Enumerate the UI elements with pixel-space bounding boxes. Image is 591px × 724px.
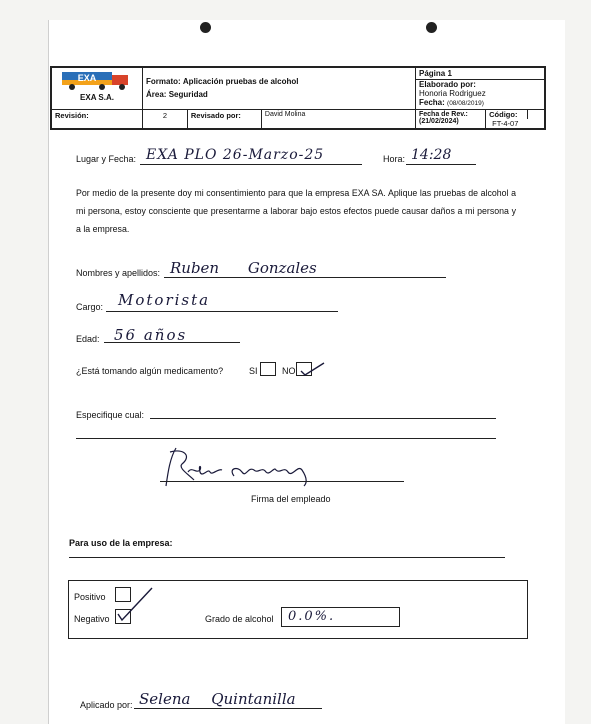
format-value: Aplicación pruebas de alcohol (182, 77, 299, 86)
code-label: Código: (486, 110, 528, 119)
position-value[interactable]: Motorista (118, 291, 211, 309)
place-date-label: Lugar y Fecha: (76, 154, 137, 164)
revision-label: Revisión: (52, 110, 143, 129)
prepared-label: Elaborado por: (419, 80, 476, 89)
document-header (50, 66, 546, 130)
specify-line[interactable] (150, 418, 496, 419)
punch-hole-left (200, 22, 211, 33)
name-value[interactable]: Ruben Gonzales (170, 259, 317, 277)
specify-line-2[interactable] (76, 438, 496, 439)
age-line (104, 342, 240, 343)
specify-label: Especifique cual: (76, 410, 145, 420)
yes-checkbox[interactable] (260, 362, 276, 376)
prepared-value: Honoria Rodriguez (419, 89, 486, 98)
age-label: Edad: (76, 334, 100, 344)
applied-label: Aplicado por: (80, 700, 133, 710)
reviewed-value: David Molina (261, 110, 415, 129)
place-date-line (140, 164, 362, 165)
positive-label: Positivo (74, 592, 106, 602)
alcohol-label: Grado de alcohol (205, 614, 274, 624)
company-name: EXA S.A. (80, 93, 114, 102)
age-value[interactable]: 56 años (114, 326, 188, 344)
no-label: NO (282, 366, 296, 376)
area-label: Área: (146, 90, 167, 99)
company-use-line (69, 557, 505, 558)
date-label: Fecha: (419, 98, 445, 107)
logo-cell (52, 68, 143, 110)
position-label: Cargo: (76, 302, 104, 312)
alcohol-value: 0.0%. (288, 609, 336, 624)
medication-label: ¿Está tomando algún medicamento? (76, 366, 224, 376)
consent-paragraph: Por medio de la presente doy mi consentimiento para que la empresa EXA SA. Aplique las pruebas de alcohol a mi persona, estoy consciente que presentarme a laborar bajo estos efectos puede causar daños a mi persona y a la empresa. (76, 188, 516, 234)
negative-checkmark-icon (112, 586, 156, 626)
company-use-label: Para uso de la empresa: (69, 538, 173, 548)
applied-line (134, 708, 322, 709)
negative-label: Negativo (74, 614, 110, 624)
position-line (106, 311, 338, 312)
applied-value[interactable]: Selena Quintanilla (139, 690, 296, 708)
time-label: Hora: (383, 154, 406, 164)
punch-hole-right (426, 22, 437, 33)
yes-label: SI (249, 366, 258, 376)
employee-signature-icon (158, 444, 338, 492)
no-checkmark-icon (296, 360, 326, 378)
signature-label: Firma del empleado (251, 494, 331, 504)
time-line (406, 164, 476, 165)
place-date-value[interactable]: EXA PLO 26-Marzo-25 (146, 147, 325, 163)
logo-text: EXA (77, 73, 97, 83)
truck-logo-icon (60, 69, 134, 91)
format-label: Formato: (146, 77, 181, 86)
name-line (164, 277, 446, 278)
revision-date: Fecha de Rev.: (21/02/2024) (416, 110, 486, 129)
name-label: Nombres y apellidos: (76, 268, 161, 278)
code-value: FT-4-07 (492, 119, 519, 128)
page-number: Página 1 (416, 68, 544, 80)
time-value[interactable]: 14:28 (411, 147, 452, 163)
area-value: Seguridad (168, 90, 208, 99)
reviewed-label: Revisado por: (187, 110, 261, 129)
revision-value: 2 (143, 110, 188, 129)
date-value: (08/08/2019) (447, 100, 484, 107)
signature-line (160, 481, 404, 482)
